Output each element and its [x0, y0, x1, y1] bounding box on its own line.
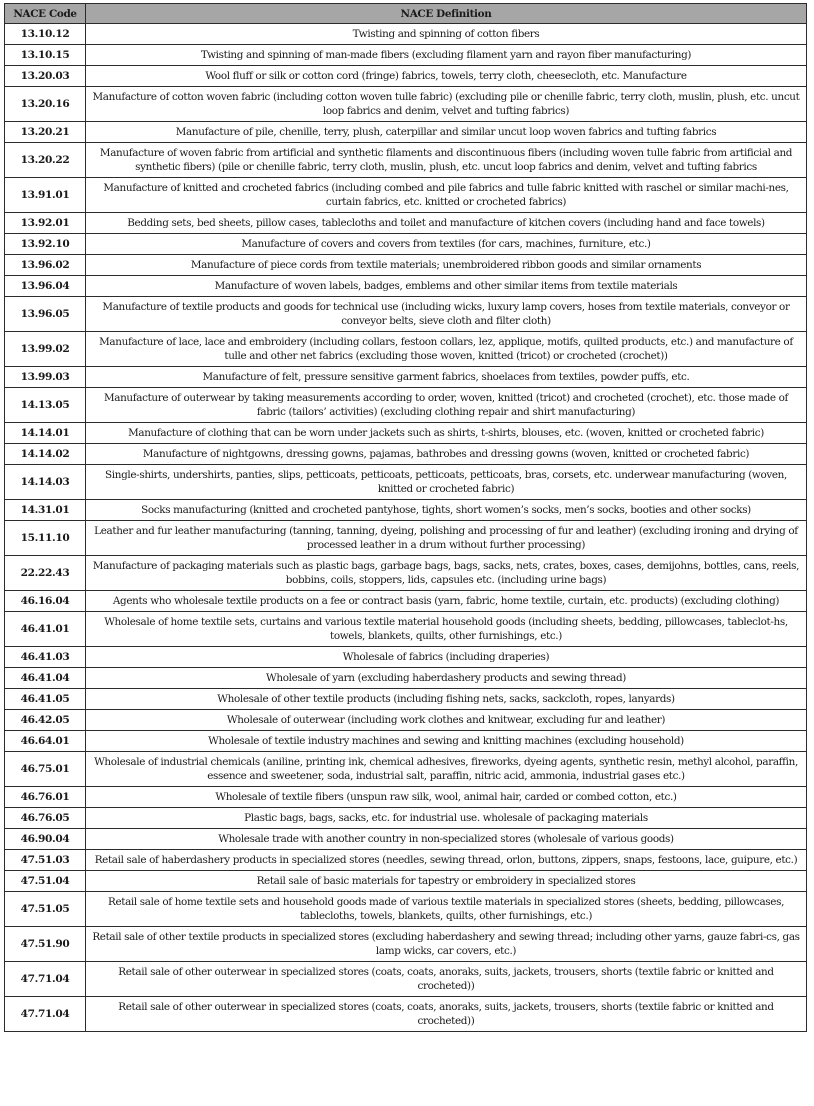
nace-definition-cell: Manufacture of woven labels, badges, emblems and other similar items from textile materials: [86, 276, 807, 297]
nace-definition-cell: Leather and fur leather manufacturing (tanning, tanning, dyeing, polishing and processing of fur and leather) (excluding ironing and drying of processed leather in a drum without further processing): [86, 521, 807, 556]
nace-definition-cell: Manufacture of piece cords from textile materials; unembroidered ribbon goods and similar ornaments: [86, 255, 807, 276]
nace-code-cell: 46.64.01: [5, 731, 86, 752]
table-row: [5, 829, 807, 850]
header-nace-definition: NACE Definition: [86, 4, 807, 24]
header-nace-code: NACE Code: [5, 4, 86, 24]
table-row: [5, 234, 807, 255]
nace-code-cell: 13.99.03: [5, 367, 86, 388]
table-row: [5, 423, 807, 444]
nace-code-cell: 47.71.04: [5, 962, 86, 997]
table-row: [5, 871, 807, 892]
nace-code-cell: 13.20.16: [5, 87, 86, 122]
table-row: [5, 143, 807, 178]
nace-code-cell: 47.71.04: [5, 997, 86, 1032]
table-row: [5, 276, 807, 297]
table-row: [5, 927, 807, 962]
table-row: [5, 521, 807, 556]
table-body: [5, 24, 807, 1032]
table-row: [5, 45, 807, 66]
nace-definition-cell: Wholesale of textile fibers (unspun raw silk, wool, animal hair, carded or combed cotton, etc.): [86, 787, 807, 808]
nace-code-cell: 13.91.01: [5, 178, 86, 213]
nace-definition-cell: Wholesale of textile industry machines and sewing and knitting machines (excluding household): [86, 731, 807, 752]
nace-definition-cell: Manufacture of nightgowns, dressing gowns, pajamas, bathrobes and dressing gowns (woven, knitted or crocheted fabric): [86, 444, 807, 465]
nace-definition-cell: Wholesale of home textile sets, curtains and various textile material household goods (including sheets, bedding, pillowcases, tableclot-hs, towels, blankets, quilts, other furnishings, etc.): [86, 612, 807, 647]
table-row: [5, 388, 807, 423]
nace-definition-cell: Manufacture of covers and covers from textiles (for cars, machines, furniture, etc.): [86, 234, 807, 255]
nace-code-cell: 46.90.04: [5, 829, 86, 850]
table-row: [5, 731, 807, 752]
nace-code-cell: 13.96.02: [5, 255, 86, 276]
table-row: [5, 710, 807, 731]
nace-definition-cell: Wholesale trade with another country in non-specialized stores (wholesale of various goods): [86, 829, 807, 850]
table-row: [5, 24, 807, 45]
nace-definition-cell: Agents who wholesale textile products on a fee or contract basis (yarn, fabric, home textile, curtain, etc. products) (excluding clothing): [86, 591, 807, 612]
nace-definition-cell: Single-shirts, undershirts, panties, slips, petticoats, petticoats, petticoats, petticoats, bras, corsets, etc. underwear manufacturing (woven, knitted or crocheted fabric): [86, 465, 807, 500]
table-row: [5, 612, 807, 647]
table-row: [5, 962, 807, 997]
nace-definition-cell: Twisting and spinning of man-made fibers (excluding filament yarn and rayon fiber manufacturing): [86, 45, 807, 66]
nace-code-cell: 46.75.01: [5, 752, 86, 787]
nace-definition-cell: Wholesale of industrial chemicals (aniline, printing ink, chemical adhesives, fireworks, dyeing agents, synthetic resin, methyl alcohol, paraffin, essence and sweetener, soda, industrial salt, paraffin, nitric acid, ammonia, industrial gases etc.): [86, 752, 807, 787]
table-header-row: [5, 4, 807, 24]
nace-code-cell: 22.22.43: [5, 556, 86, 591]
table-row: [5, 647, 807, 668]
nace-definition-cell: Retail sale of other outerwear in specialized stores (coats, coats, anoraks, suits, jackets, trousers, shorts (textile fabric or knitted and crocheted)): [86, 962, 807, 997]
nace-code-table: [4, 3, 807, 1032]
nace-code-cell: 47.51.05: [5, 892, 86, 927]
nace-code-cell: 47.51.04: [5, 871, 86, 892]
nace-definition-cell: Manufacture of knitted and crocheted fabrics (including combed and pile fabrics and tulle fabric knitted with raschel or similar machi-nes, curtain fabrics, etc. knitted or crocheted fabrics): [86, 178, 807, 213]
table-row: [5, 997, 807, 1032]
nace-code-cell: 46.41.05: [5, 689, 86, 710]
nace-definition-cell: Manufacture of packaging materials such as plastic bags, garbage bags, bags, sacks, nets, crates, boxes, cases, demijohns, bottles, cans, reels, bobbins, coils, stoppers, lids, capsules etc. (including urine bags): [86, 556, 807, 591]
nace-definition-cell: Manufacture of pile, chenille, terry, plush, caterpillar and similar uncut loop woven fabrics and tufting fabrics: [86, 122, 807, 143]
nace-code-cell: 46.41.03: [5, 647, 86, 668]
table-row: [5, 444, 807, 465]
nace-definition-cell: Wool fluff or silk or cotton cord (fringe) fabrics, towels, terry cloth, cheesecloth, etc. Manufacture: [86, 66, 807, 87]
nace-code-cell: 46.42.05: [5, 710, 86, 731]
nace-definition-cell: Retail sale of other textile products in specialized stores (excluding haberdashery and sewing thread; including other yarns, gauze fabri-cs, gas lamp wicks, car covers, etc.): [86, 927, 807, 962]
nace-definition-cell: Retail sale of home textile sets and household goods made of various textile materials in specialized stores (sheets, bedding, pillowcases, tablecloths, towels, blankets, quilts, other furnishings, etc.): [86, 892, 807, 927]
nace-definition-cell: Manufacture of textile products and goods for technical use (including wicks, luxury lamp covers, hoses from textile materials, conveyor or conveyor belts, sieve cloth and filter cloth): [86, 297, 807, 332]
nace-code-cell: 47.51.03: [5, 850, 86, 871]
table-row: [5, 787, 807, 808]
nace-definition-cell: Wholesale of yarn (excluding haberdashery products and sewing thread): [86, 668, 807, 689]
table-row: [5, 465, 807, 500]
nace-code-cell: 13.20.21: [5, 122, 86, 143]
nace-code-cell: 13.92.01: [5, 213, 86, 234]
table-row: [5, 808, 807, 829]
nace-code-cell: 14.14.03: [5, 465, 86, 500]
table-row: [5, 500, 807, 521]
nace-definition-cell: Wholesale of outerwear (including work clothes and knitwear, excluding fur and leather): [86, 710, 807, 731]
table-row: [5, 668, 807, 689]
table-row: [5, 122, 807, 143]
nace-definition-cell: Manufacture of felt, pressure sensitive garment fabrics, shoelaces from textiles, powder puffs, etc.: [86, 367, 807, 388]
nace-code-cell: 13.20.22: [5, 143, 86, 178]
table-row: [5, 255, 807, 276]
nace-code-cell: 13.20.03: [5, 66, 86, 87]
nace-definition-cell: Socks manufacturing (knitted and crocheted pantyhose, tights, short women’s socks, men’s socks, booties and other socks): [86, 500, 807, 521]
nace-code-cell: 13.99.02: [5, 332, 86, 367]
nace-code-cell: 46.41.04: [5, 668, 86, 689]
nace-code-cell: 13.10.15: [5, 45, 86, 66]
table-row: [5, 850, 807, 871]
table-row: [5, 556, 807, 591]
nace-code-cell: 14.31.01: [5, 500, 86, 521]
nace-definition-cell: Manufacture of woven fabric from artificial and synthetic filaments and discontinuous fibers (including woven tulle fabric from artificial and synthetic fibers) (pile or chenille fabric, terry cloth, muslin, plush, etc. uncut loop fabrics and denim, velvet and tufting fabrics: [86, 143, 807, 178]
nace-definition-cell: Bedding sets, bed sheets, pillow cases, tablecloths and toilet and manufacture of kitchen covers (including hand and face towels): [86, 213, 807, 234]
nace-definition-cell: Manufacture of clothing that can be worn under jackets such as shirts, t-shirts, blouses, etc. (woven, knitted or crocheted fabric): [86, 423, 807, 444]
nace-definition-cell: Retail sale of haberdashery products in specialized stores (needles, sewing thread, orlon, buttons, zippers, snaps, festoons, lace, guipure, etc.): [86, 850, 807, 871]
nace-code-cell: 13.96.05: [5, 297, 86, 332]
nace-definition-cell: Wholesale of other textile products (including fishing nets, sacks, sackcloth, ropes, lanyards): [86, 689, 807, 710]
nace-definition-cell: Manufacture of lace, lace and embroidery (including collars, festoon collars, lez, applique, motifs, quilted products, etc.) and manufacture of tulle and other net fabrics (excluding those woven, knitted (tricot) or crocheted (crochet)): [86, 332, 807, 367]
nace-definition-cell: Retail sale of other outerwear in specialized stores (coats, coats, anoraks, suits, jackets, trousers, shorts (textile fabric or knitted and crocheted)): [86, 997, 807, 1032]
nace-code-cell: 46.41.01: [5, 612, 86, 647]
table-row: [5, 297, 807, 332]
nace-definition-cell: Plastic bags, bags, sacks, etc. for industrial use. wholesale of packaging materials: [86, 808, 807, 829]
nace-definition-cell: Manufacture of cotton woven fabric (including cotton woven tulle fabric) (excluding pile or chenille fabric, terry cloth, muslin, plush, etc. uncut loop fabrics and denim, velvet and tufting fabrics): [86, 87, 807, 122]
table-row: [5, 367, 807, 388]
nace-definition-cell: Manufacture of outerwear by taking measurements according to order, woven, knitted (tricot) and crocheted (crochet), etc. those made of fabric (tailors’ activities) (excluding clothing repair and shirt manufacturing): [86, 388, 807, 423]
nace-code-cell: 15.11.10: [5, 521, 86, 556]
nace-definition-cell: Retail sale of basic materials for tapestry or embroidery in specialized stores: [86, 871, 807, 892]
nace-code-cell: 14.13.05: [5, 388, 86, 423]
nace-definition-cell: Wholesale of fabrics (including draperies): [86, 647, 807, 668]
table-row: [5, 66, 807, 87]
table-row: [5, 892, 807, 927]
table-row: [5, 591, 807, 612]
table-row: [5, 752, 807, 787]
nace-code-cell: 46.16.04: [5, 591, 86, 612]
nace-code-cell: 13.96.04: [5, 276, 86, 297]
nace-code-cell: 13.10.12: [5, 24, 86, 45]
table-row: [5, 689, 807, 710]
table-row: [5, 332, 807, 367]
nace-code-cell: 14.14.02: [5, 444, 86, 465]
nace-definition-cell: Twisting and spinning of cotton fibers: [86, 24, 807, 45]
nace-code-cell: 13.92.10: [5, 234, 86, 255]
nace-code-cell: 14.14.01: [5, 423, 86, 444]
nace-code-cell: 47.51.90: [5, 927, 86, 962]
nace-code-cell: 46.76.05: [5, 808, 86, 829]
table-row: [5, 87, 807, 122]
nace-code-cell: 46.76.01: [5, 787, 86, 808]
table-row: [5, 178, 807, 213]
table-row: [5, 213, 807, 234]
